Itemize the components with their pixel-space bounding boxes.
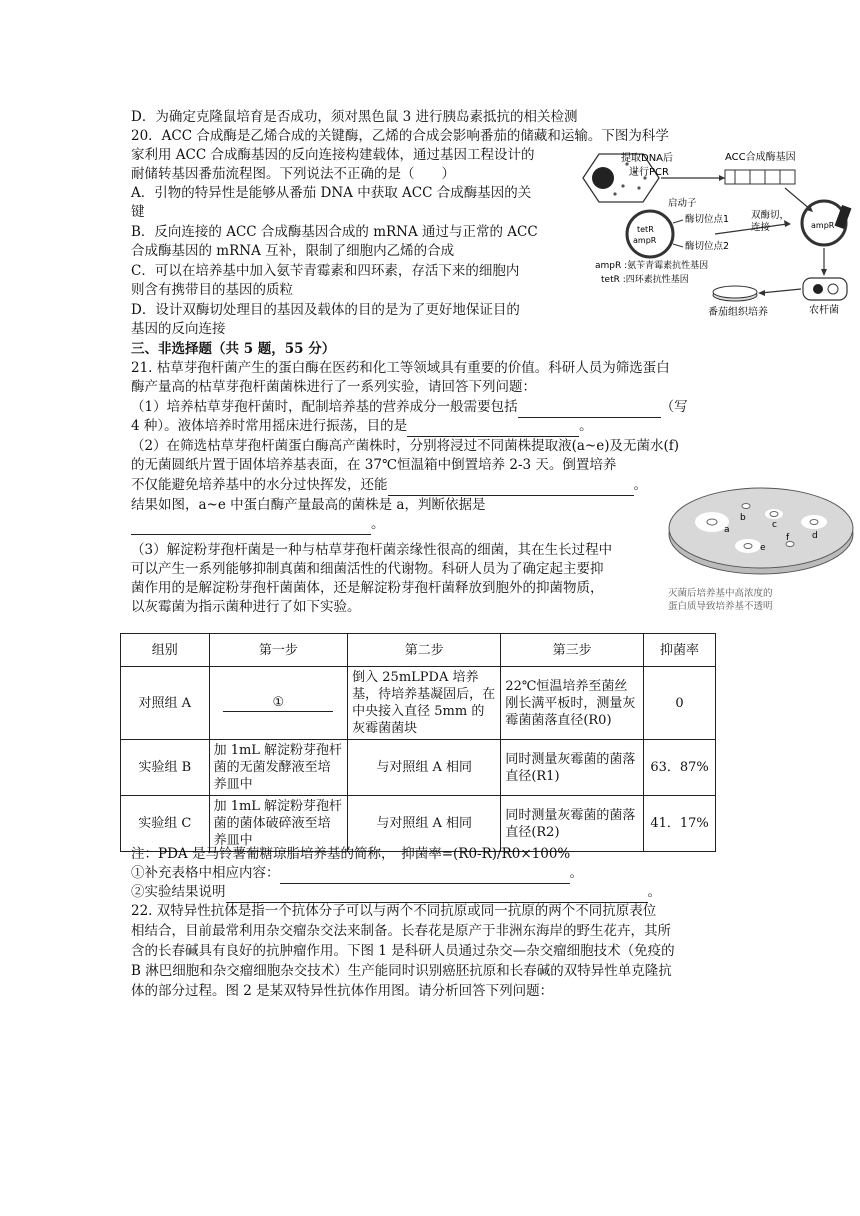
plate-label-a: a (724, 525, 730, 535)
cell-step3: 同时测量灰霉菌的菌落直径(R1) (501, 740, 644, 796)
q21-sub2-line5: 。 (131, 515, 671, 535)
q21-sub3-line3: 菌作用的是解淀粉芽孢杆菌菌体，还是解淀粉芽孢杆菌释放到胞外的抑菌物质， (131, 580, 604, 596)
petri-plate-figure (662, 470, 860, 612)
q22-line1: 22. 双特异性抗体是指一个抗体分子可以与两个不同抗原或同一抗原的两个不同抗原表位 (131, 903, 657, 919)
q20-stem-line3: 耐储转基因番茄流程图。下列说法不正确的是（ ） (131, 166, 455, 182)
cell-rate: 63．87% (644, 740, 716, 796)
disc-b (742, 504, 750, 509)
q21-sub1-line2: 4 种）。液体培养时常用摇床进行振荡，目的是 。 (131, 417, 731, 437)
cell-rate: 41．17% (644, 796, 716, 852)
th-step2: 第二步 (348, 634, 501, 667)
plate-label-d: d (812, 531, 818, 541)
q21-fill-b: ②实验结果说明 。 (131, 883, 731, 903)
cell-step1: 加 1mL 解淀粉芽孢杆菌的无菌发酵液至培养皿中 (209, 740, 348, 796)
plate-label-f: f (786, 533, 790, 543)
q22-line5: 体的部分过程。图 2 是某双特异性抗体作用图。请分析回答下列问题： (131, 983, 554, 999)
cell-group: 实验组 C (121, 796, 210, 852)
table-row (121, 796, 716, 852)
section-3-heading: 三、非选择题（共 5 题，55 分） (131, 341, 336, 357)
plasmid-ring (627, 211, 673, 257)
agrobacterium-shape (803, 278, 847, 300)
table-header-row (121, 634, 716, 667)
cut-site-1-label: 酶切位点1 (685, 214, 730, 225)
plate-label-e: e (760, 543, 766, 553)
extract-dna-label: 提取DNA后 (621, 153, 674, 164)
cell-step3: 22℃恒温培养至菌丝刚长满平板时，测量灰霉菌菌落直径(R0) (501, 667, 644, 740)
q20-stem-line2: 家利用 ACC 合成酶基因的反向连接构建载体，通过基因工程设计的 (131, 147, 535, 163)
q21-sub2-line1: （2）在筛选枯草芽孢杆菌蛋白酶高产菌株时，分别将浸过不同菌株提取液(a~e)及无菌水(f) (131, 438, 680, 454)
cell-step2: 与对照组 A 相同 (348, 796, 501, 852)
tissue-culture-label: 番茄组织培养 (708, 307, 768, 318)
q21-sub3-line4: 以灰霉菌为指示菌种进行了如下实验。 (131, 599, 361, 615)
pcr-label: 进行PCR (629, 167, 669, 178)
q20-option-b-line2: 合成酶基因的 mRNA 互补，限制了细胞内乙烯的合成 (131, 243, 455, 259)
q20-option-b-line1: B．反向连接的 ACC 合成酶基因合成的 mRNA 通过与正常的 ACC (131, 224, 538, 240)
table-row (121, 667, 716, 740)
cut-site-2-label: 酶切位点2 (685, 241, 730, 252)
q21-sub3-line1: （3）解淀粉芽孢杆菌是一种与枯草芽孢杆菌亲缘性很高的细菌，其在生长过程中 (131, 542, 613, 558)
q20-option-a-line1: A．引物的特异性是能够从番茄 DNA 中获取 ACC 合成酶基因的关 (131, 185, 532, 201)
legend-amp: ampR :氨苄青霉素抗性基因 (595, 261, 709, 271)
cell-step2: 与对照组 A 相同 (348, 740, 501, 796)
promoter-label: 启动子 (668, 198, 697, 209)
agro-label: 农杆菌 (809, 305, 839, 316)
th-step3: 第三步 (501, 634, 644, 667)
q19-option-d: D．为确定克隆鼠培育是否成功，须对黑色鼠 3 进行胰岛素抵抗的相关检测 (131, 109, 578, 125)
tet-label: tetR (637, 225, 654, 234)
cell-step3: 同时测量灰霉菌的菌落直径(R2) (501, 796, 644, 852)
acc-gene-label: ACC合成酶基因 (725, 152, 796, 163)
q21-sub3-line2: 可以产生一系列能够抑制真菌和细菌活性的代谢物。科研人员为了确定起主要抑 (131, 561, 604, 577)
cell-step1-blank: ① (209, 667, 348, 740)
cell-group: 实验组 B (121, 740, 210, 796)
gene-engineering-flow-figure (575, 148, 860, 320)
legend-tet: tetR :四环素抗性基因 (601, 275, 689, 285)
table-row (121, 740, 716, 796)
q20-option-c-line1: C．可以在培养基中加入氨苄青霉素和四环素，存活下来的细胞内 (131, 263, 520, 279)
cell-step2: 倒入 25mLPDA 培养基，待培养基凝固后，在中央接入直径 5mm 的灰霉菌菌块 (348, 667, 501, 740)
q21-line2: 酶产量高的枯草芽孢杆菌菌株进行了一系列实验，请回答下列问题： (131, 379, 536, 395)
th-step1: 第一步 (209, 634, 348, 667)
inserted-gene (835, 205, 852, 229)
q20-option-a-line2: 键 (131, 204, 145, 220)
experiment-table (120, 633, 716, 852)
q21-sub2-line4: 结果如图，a~e 中蛋白酶产量最高的菌株是 a，判断依据是 (131, 497, 486, 513)
cell-rate: 0 (644, 667, 716, 740)
q20-option-d-line2: 基因的反向连接 (131, 321, 226, 337)
table-note: 注：PDA 是马铃薯葡糖琼脂培养基的简称， 抑菌率=(R0-R)/R0×100% (131, 846, 571, 862)
q20-stem-line1: 20．ACC 合成酶是乙烯合成的关键酶，乙烯的合成会影响番茄的储藏和运输。下图为科学 (131, 128, 669, 144)
cell-step1: 加 1mL 解淀粉芽孢杆菌的菌体破碎液至培养皿中 (209, 796, 348, 852)
double-cut-label: 双酶切， (751, 210, 790, 221)
plate-label-c: c (772, 520, 777, 530)
q21-fill-a: ①补充表格中相应内容： 。 (131, 864, 731, 884)
cell-nucleus (592, 167, 614, 189)
q21-sub2-line3: 不仅能避免培养基中的水分过快挥发，还能 。 (131, 476, 671, 496)
q21-sub2-line2: 的无菌圆纸片置于固体培养基表面，在 37℃恒温箱中倒置培养 2-3 天。倒置培养 (131, 457, 617, 473)
q21-line1: 21. 枯草芽孢杆菌产生的蛋白酶在医药和化工等领域具有重要的价值。科研人员为筛选蛋白 (131, 360, 670, 376)
q22-line3: 含的长春碱具有良好的抗肿瘤作用。下图 1 是科研人员通过杂交—杂交瘤细胞技术（免疫的 (131, 943, 675, 959)
amp-label: ampR (633, 236, 657, 245)
q22-line2: 相结合，目前最常利用杂交瘤杂交法来制备。长春花是原产于非洲东海岸的野生花卉，其所 (131, 923, 671, 939)
q20-option-d-line1: D．设计双酶切处理目的基因及载体的目的是为了更好地保证目的 (131, 302, 520, 318)
ligation-label: 连接 (751, 222, 771, 233)
cell-group: 对照组 A (121, 667, 210, 740)
plate-caption-2: 蛋白质导致培养基不透明 (668, 601, 773, 612)
plate-surface (669, 488, 853, 568)
plate-label-b: b (740, 513, 746, 523)
q21-sub1-line1: （1）培养枯草芽孢杆菌时，配制培养基的营养成分一般需要包括 （写 (131, 398, 736, 418)
th-group: 组别 (121, 634, 210, 667)
amp-right-label: ampR (811, 221, 835, 230)
th-rate: 抑菌率 (644, 634, 716, 667)
q20-option-c-line2: 则含有携带目的基因的质粒 (131, 282, 293, 298)
plate-caption-1: 灭菌后培养基中高浓度的 (668, 588, 773, 599)
q22-line4: B 淋巴细胞和杂交瘤细胞杂交技术）生产能同时识别癌胚抗原和长春碱的双特异性单克隆抗 (131, 963, 672, 979)
